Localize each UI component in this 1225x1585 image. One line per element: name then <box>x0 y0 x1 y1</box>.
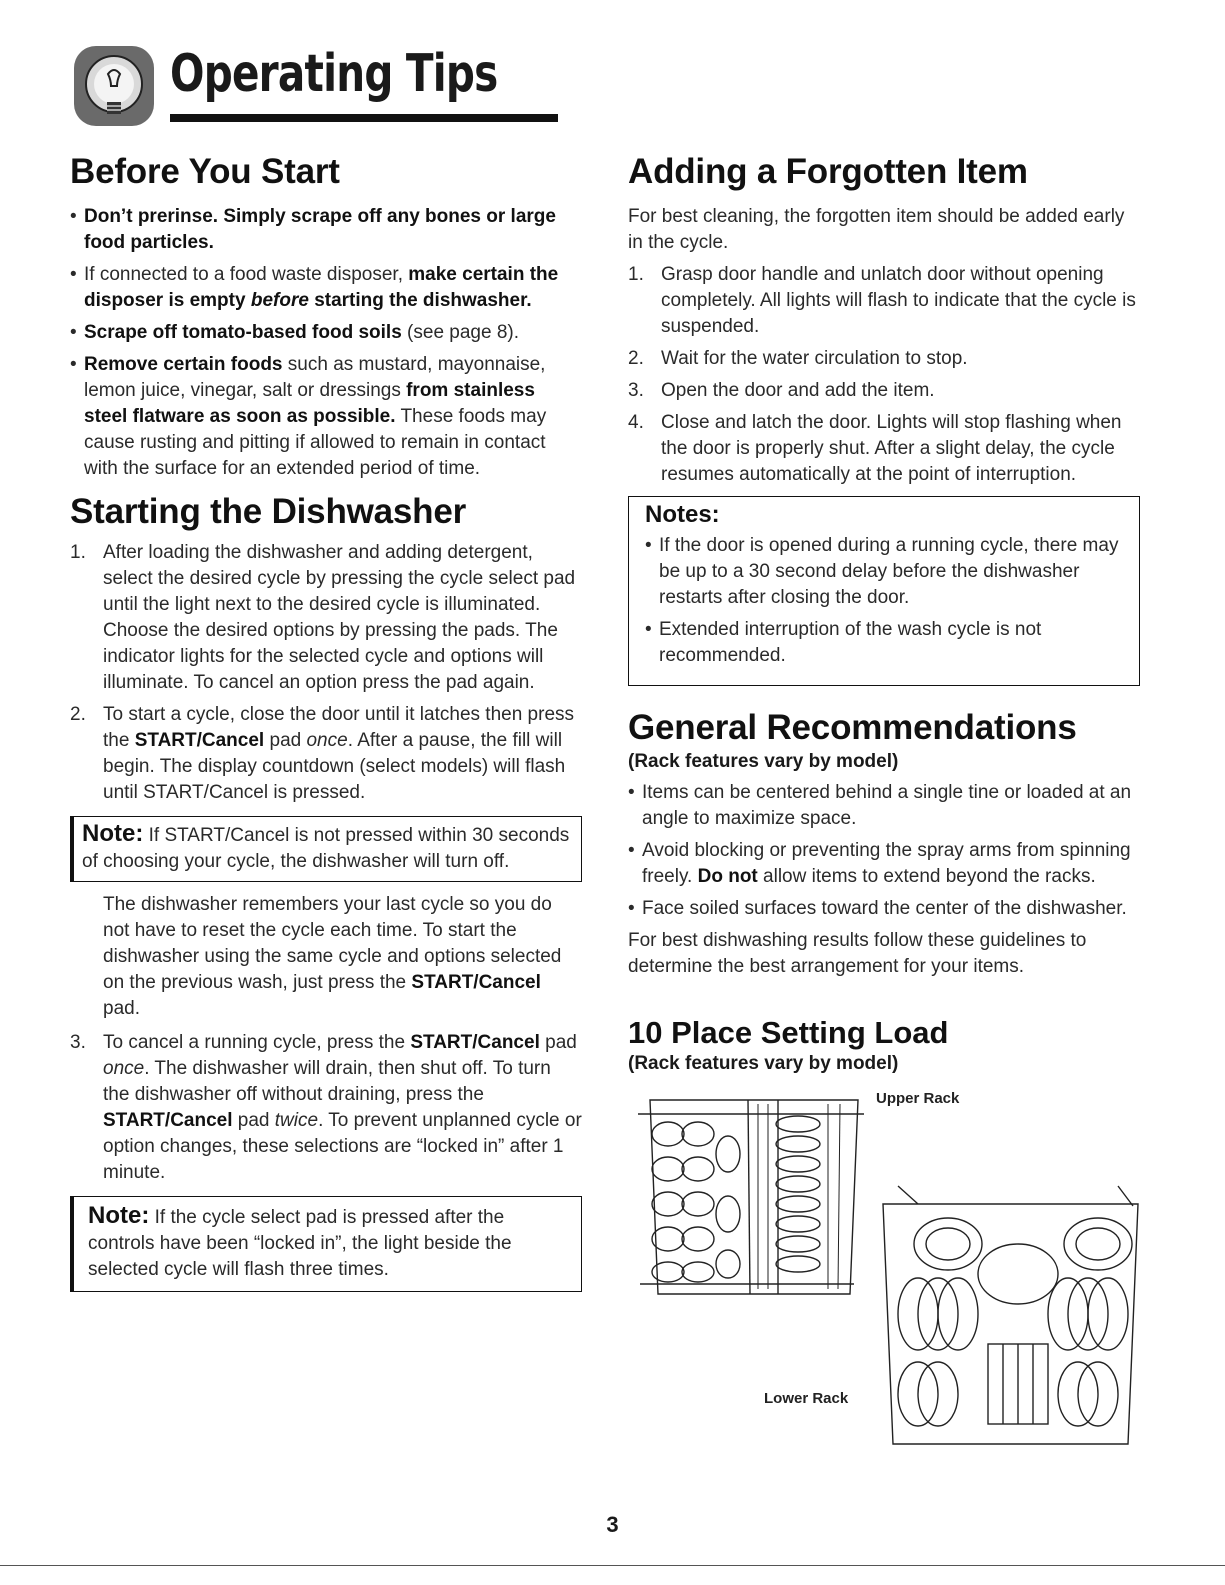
list-item: • Don’t prerinse. Simply scrape off any bones or large food particles. <box>70 204 582 256</box>
note-box: Note: If START/Cancel is not pressed within 30 seconds of choosing your cycle, the dishwasher will turn off. <box>70 816 582 882</box>
before-start-heading: Before You Start <box>70 152 340 191</box>
starting-steps <box>70 540 582 806</box>
before-start-list <box>70 204 582 482</box>
left-column <box>70 150 582 1302</box>
list-item: • Avoid blocking or preventing the spray arms from spinning freely. Do not allow items to extend beyond the racks. <box>628 838 1140 890</box>
list-item: • Items can be centered behind a single tine or loaded at an angle to maximize space. <box>628 780 1140 832</box>
list-item: • If connected to a food waste disposer, make certain the disposer is empty before starting the dishwasher. <box>70 262 582 314</box>
rack-illustration <box>628 1090 1148 1454</box>
note-box: Note: If the cycle select pad is pressed after the controls have been “locked in”, the light beside the selected cycle will flash three times. <box>70 1196 582 1292</box>
list-item: 3. To cancel a running cycle, press the START/Cancel pad once. The dishwasher will drain, then shut off. To turn the dishwasher off without draining, press the START/Cancel pad twice. To prevent unplanned cycle or option changes, these selections are “locked in” after 1 minute. <box>70 1032 582 1183</box>
place10-heading: 10 Place Setting Load <box>628 1015 949 1050</box>
list-item: • Face soiled surfaces toward the center of the dishwasher. <box>628 896 1140 922</box>
general-outro: For best dishwashing results follow these guidelines to determine the best arrangement for your items. <box>628 930 1087 977</box>
place10-subheading: (Rack features vary by model) <box>628 1053 899 1074</box>
right-column <box>628 150 1140 1454</box>
page-header <box>72 40 498 125</box>
page-title: Operating Tips <box>170 44 498 104</box>
remember-paragraph: The dishwasher remembers your last cycle so you do not have to reset the cycle each time. To start the dishwasher using the same cycle and options selected on the previous wash, just press the START/Cancel pad. <box>103 894 562 1019</box>
upper-rack-label: Upper Rack <box>876 1090 960 1107</box>
general-list <box>628 780 1140 922</box>
forgotten-intro: For best cleaning, the forgotten item should be added early in the cycle. <box>628 206 1125 253</box>
dishwasher-rack-icon <box>628 1094 1148 1454</box>
starting-steps-continued <box>70 1030 582 1186</box>
lightbulb-icon <box>72 44 156 128</box>
starting-heading: Starting the Dishwasher <box>70 492 467 531</box>
list-item: 3. Open the door and add the item. <box>628 380 935 401</box>
page-number: 3 <box>606 1512 619 1537</box>
list-item: • If the door is opened during a running cycle, there may be up to a 30 second delay before the dishwasher restarts after closing the door. <box>645 533 1123 611</box>
lower-rack-label: Lower Rack <box>764 1390 849 1407</box>
forgotten-heading: Adding a Forgotten Item <box>628 152 1028 191</box>
general-subheading: (Rack features vary by model) <box>628 751 899 772</box>
list-item: • Scrape off tomato-based food soils (see page 8). <box>70 320 582 346</box>
list-item: • Remove certain foods such as mustard, mayonnaise, lemon juice, vinegar, salt or dressings from stainless steel flatware as soon as possible. These foods may cause rusting and pitting if allowed to remain in contact with the surface for an extended period of time. <box>70 352 582 482</box>
bottom-divider <box>0 1565 1225 1566</box>
list-item: 2. Wait for the water circulation to stop. <box>628 348 968 369</box>
title-underline <box>170 114 558 122</box>
notes-box: Notes: • If the door is opened during a running cycle, there may be up to a 30 second delay before the dishwasher restarts after closing the door. • Extended interruption of the wash cycle is not recommended. <box>628 496 1140 686</box>
forgotten-steps <box>628 262 1140 488</box>
list-item: 4. Close and latch the door. Lights will stop flashing when the door is properly shut. After a slight delay, the cycle resumes automatically at the point of interruption. <box>628 412 1122 485</box>
list-item: 1. After loading the dishwasher and adding detergent, select the desired cycle by pressing the cycle select pad until the light next to the desired cycle is illuminated. Choose the desired options by pressing the pads. The indicator lights for the selected cycle and options will illuminate. To cancel an option press the pad again. <box>70 542 576 693</box>
list-item: • Extended interruption of the wash cycle is not recommended. <box>645 617 1123 669</box>
general-heading: General Recommendations <box>628 708 1077 747</box>
list-item: 1. Grasp door handle and unlatch door without opening completely. All lights will flash to indicate that the cycle is suspended. <box>628 264 1136 337</box>
list-item: 2. To start a cycle, close the door until it latches then press the START/Cancel pad once. After a pause, the fill will begin. The display countdown (select models) will flash until START/Cancel is pressed. <box>70 704 575 803</box>
